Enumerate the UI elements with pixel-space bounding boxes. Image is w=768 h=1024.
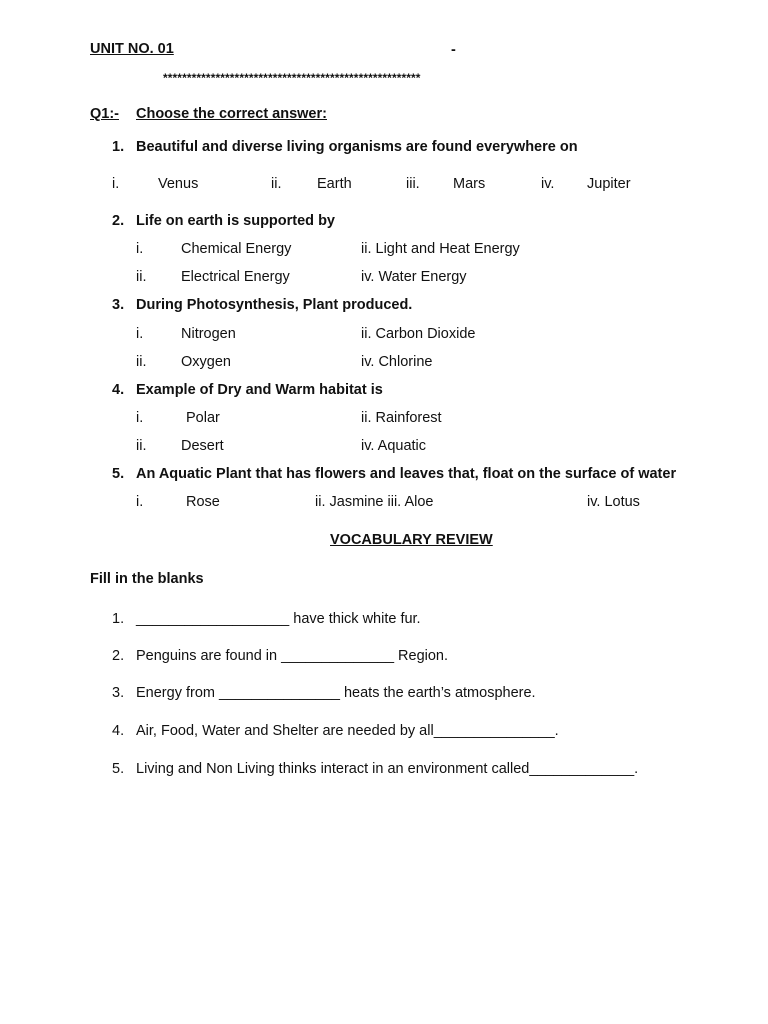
vocabulary-title: VOCABULARY REVIEW (330, 532, 493, 548)
option-polar: Polar (186, 410, 220, 426)
option-marker: i. (136, 326, 144, 342)
question-section-instruction: Choose the correct answer: (136, 106, 327, 122)
option-marker: i. (136, 241, 144, 257)
question-number: 3. (112, 297, 125, 313)
option-chemical-energy: Chemical Energy (181, 241, 292, 257)
question-text: Beautiful and diverse living organisms are found everywhere on (136, 139, 578, 155)
option-rainforest: ii. Rainforest (361, 410, 442, 426)
question-text: Example of Dry and Warm habitat is (136, 382, 383, 398)
fill-item-text: Living and Non Living thinks interact in an environment called_____________. (136, 761, 639, 777)
question-number: 2. (112, 213, 125, 229)
fill-item-number: 5. (112, 761, 125, 777)
question-text: Life on earth is supported by (136, 213, 335, 229)
option-mars: Mars (453, 176, 486, 192)
fill-item-text: Penguins are found in ______________ Region. (136, 648, 449, 664)
unit-title: UNIT NO. 01 (90, 41, 174, 57)
option-electrical-energy: Electrical Energy (181, 269, 290, 285)
fill-item-number: 1. (112, 611, 125, 627)
question-number: 4. (112, 382, 125, 398)
option-marker: iv. (541, 176, 555, 192)
option-carbon-dioxide: ii. Carbon Dioxide (361, 326, 476, 342)
question-section-label: Q1:- (90, 106, 119, 122)
question-text: An Aquatic Plant that has flowers and leaves that, float on the surface of water (136, 466, 677, 482)
fill-blanks-heading: Fill in the blanks (90, 571, 204, 587)
fill-item-number: 2. (112, 648, 125, 664)
option-water-energy: iv. Water Energy (361, 269, 467, 285)
fill-item-text: Air, Food, Water and Shelter are needed by all_______________. (136, 723, 559, 739)
option-marker: ii. (136, 354, 147, 370)
option-marker: ii. (271, 176, 282, 192)
option-jasmine-aloe: ii. Jasmine iii. Aloe (315, 494, 434, 510)
fill-item-number: 3. (112, 685, 125, 701)
question-number: 1. (112, 139, 125, 155)
option-aquatic: iv. Aquatic (361, 438, 427, 454)
fill-item-number: 4. (112, 723, 125, 739)
option-jupiter: Jupiter (587, 176, 631, 192)
fill-item-text: Energy from _______________ heats the earth’s atmosphere. (136, 685, 536, 701)
option-marker: ii. (136, 438, 147, 454)
option-rose: Rose (186, 494, 220, 510)
option-marker: i. (136, 410, 144, 426)
option-marker: i. (112, 176, 120, 192)
option-oxygen: Oxygen (181, 354, 231, 370)
option-chlorine: iv. Chlorine (361, 354, 433, 370)
option-desert: Desert (181, 438, 224, 454)
question-text: During Photosynthesis, Plant produced. (136, 297, 413, 313)
header-dash: - (451, 42, 456, 58)
option-marker: iii. (406, 176, 420, 192)
question-number: 5. (112, 466, 125, 482)
fill-item-text: ___________________ have thick white fur. (136, 611, 421, 627)
option-earth: Earth (317, 176, 352, 192)
option-nitrogen: Nitrogen (181, 326, 236, 342)
option-marker: i. (136, 494, 144, 510)
option-venus: Venus (158, 176, 199, 192)
option-lotus: iv. Lotus (587, 494, 640, 510)
option-light-heat-energy: ii. Light and Heat Energy (361, 241, 520, 257)
star-divider: ****************************************************** (163, 71, 421, 85)
option-marker: ii. (136, 269, 147, 285)
